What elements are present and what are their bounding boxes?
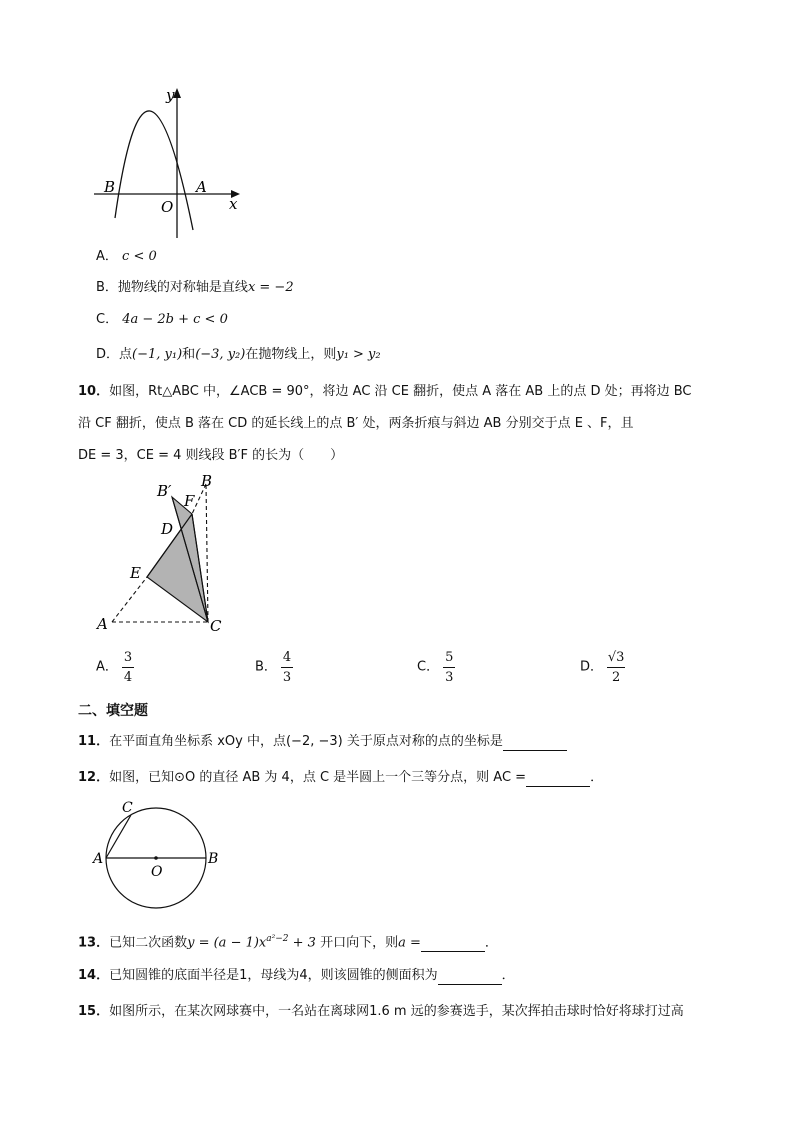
point-o-label: O bbox=[151, 864, 163, 880]
answer-blank bbox=[438, 970, 502, 985]
circle-figure bbox=[90, 796, 225, 918]
point-b-prime-label: B′ bbox=[157, 482, 172, 500]
q9-option-b: B．抛物线的对称轴是直线x = −2 bbox=[96, 280, 294, 295]
fraction: $\frac{3}{4}$ bbox=[123, 650, 133, 685]
q13: 13．已知二次函数$y = (a - 1)x^{a^2-2} + 3$ 开口向下，则a = ． bbox=[78, 934, 498, 951]
point-c-label: C bbox=[122, 800, 133, 816]
parabola-figure bbox=[88, 80, 258, 245]
point-f-label: F bbox=[184, 492, 195, 510]
point-a-label: A bbox=[93, 851, 104, 867]
q14: 14．已知圆锥的底面半径是1，母线为4，则该圆锥的侧面积为 ． bbox=[78, 968, 515, 983]
q10-line-3: DE = 3，CE = 4 则线段 B′F 的长为（ ） bbox=[78, 448, 344, 463]
q10-option-c: C． $\frac{5}{3}$ bbox=[417, 650, 454, 685]
fraction: $\frac{5}{3}$ bbox=[445, 650, 454, 685]
answer-blank bbox=[526, 772, 590, 787]
q10-option-a: A． $\frac{3}{4}$ bbox=[96, 650, 133, 685]
point-b-label: B bbox=[201, 472, 213, 490]
q10-line-1: 10．如图，Rt△ABC 中，∠ACB = 90°，将边 AC 沿 CE 翻折，使点 A 落在 AB 上的点 D 处；再将边 BC bbox=[78, 384, 692, 399]
q11: 11．在平面直角坐标系 xOy 中，点(−2, −3) 关于原点对称的点的坐标是 bbox=[78, 733, 567, 751]
point-e-label: E bbox=[130, 564, 141, 582]
section-title: 二、填空题 bbox=[78, 703, 148, 719]
q9-option-c: C． 4a − 2b + c < 0 bbox=[96, 312, 228, 327]
fold-triangle-figure bbox=[92, 470, 232, 640]
q9-option-d: D．点(−1, y₁)和(−3, y₂)在抛物线上，则y₁ > y₂ bbox=[96, 347, 381, 362]
q12: 12．如图，已知⊙O 的直径 AB 为 4，点 C 是半圆上一个三等分点，则 AC = ． bbox=[78, 770, 604, 785]
point-b-label: B bbox=[208, 851, 219, 867]
q15: 15．如图所示，在某次网球赛中，一名站在离球网1.6 m 远的参赛选手，某次挥拍击球时恰好将球打过高 bbox=[78, 1004, 684, 1019]
point-a-label: A bbox=[196, 178, 207, 196]
q10-option-b: B． $\frac{4}{3}$ bbox=[255, 650, 292, 685]
answer-blank bbox=[421, 937, 485, 952]
point-a-label: A bbox=[97, 615, 108, 633]
point-c-label: C bbox=[210, 617, 222, 635]
point-d-label: D bbox=[161, 520, 174, 538]
fraction: $\frac{√3}{2}$ bbox=[607, 650, 625, 685]
answer-blank bbox=[503, 736, 567, 751]
origin-label: O bbox=[161, 198, 174, 216]
axis-x-label: x bbox=[229, 195, 238, 213]
q10-option-d: D． $\frac{√3}{2}$ bbox=[580, 650, 625, 685]
q10-line-2: 沿 CF 翻折，使点 B 落在 CD 的延长线上的点 B′ 处，两条折痕与斜边 AB 分别交于点 E 、F，且 bbox=[78, 416, 634, 431]
axis-y-label: y bbox=[166, 86, 175, 104]
fraction: $\frac{4}{3}$ bbox=[282, 650, 292, 685]
point-b-label: B bbox=[104, 178, 116, 196]
q9-option-a: A． c < 0 bbox=[96, 249, 157, 264]
